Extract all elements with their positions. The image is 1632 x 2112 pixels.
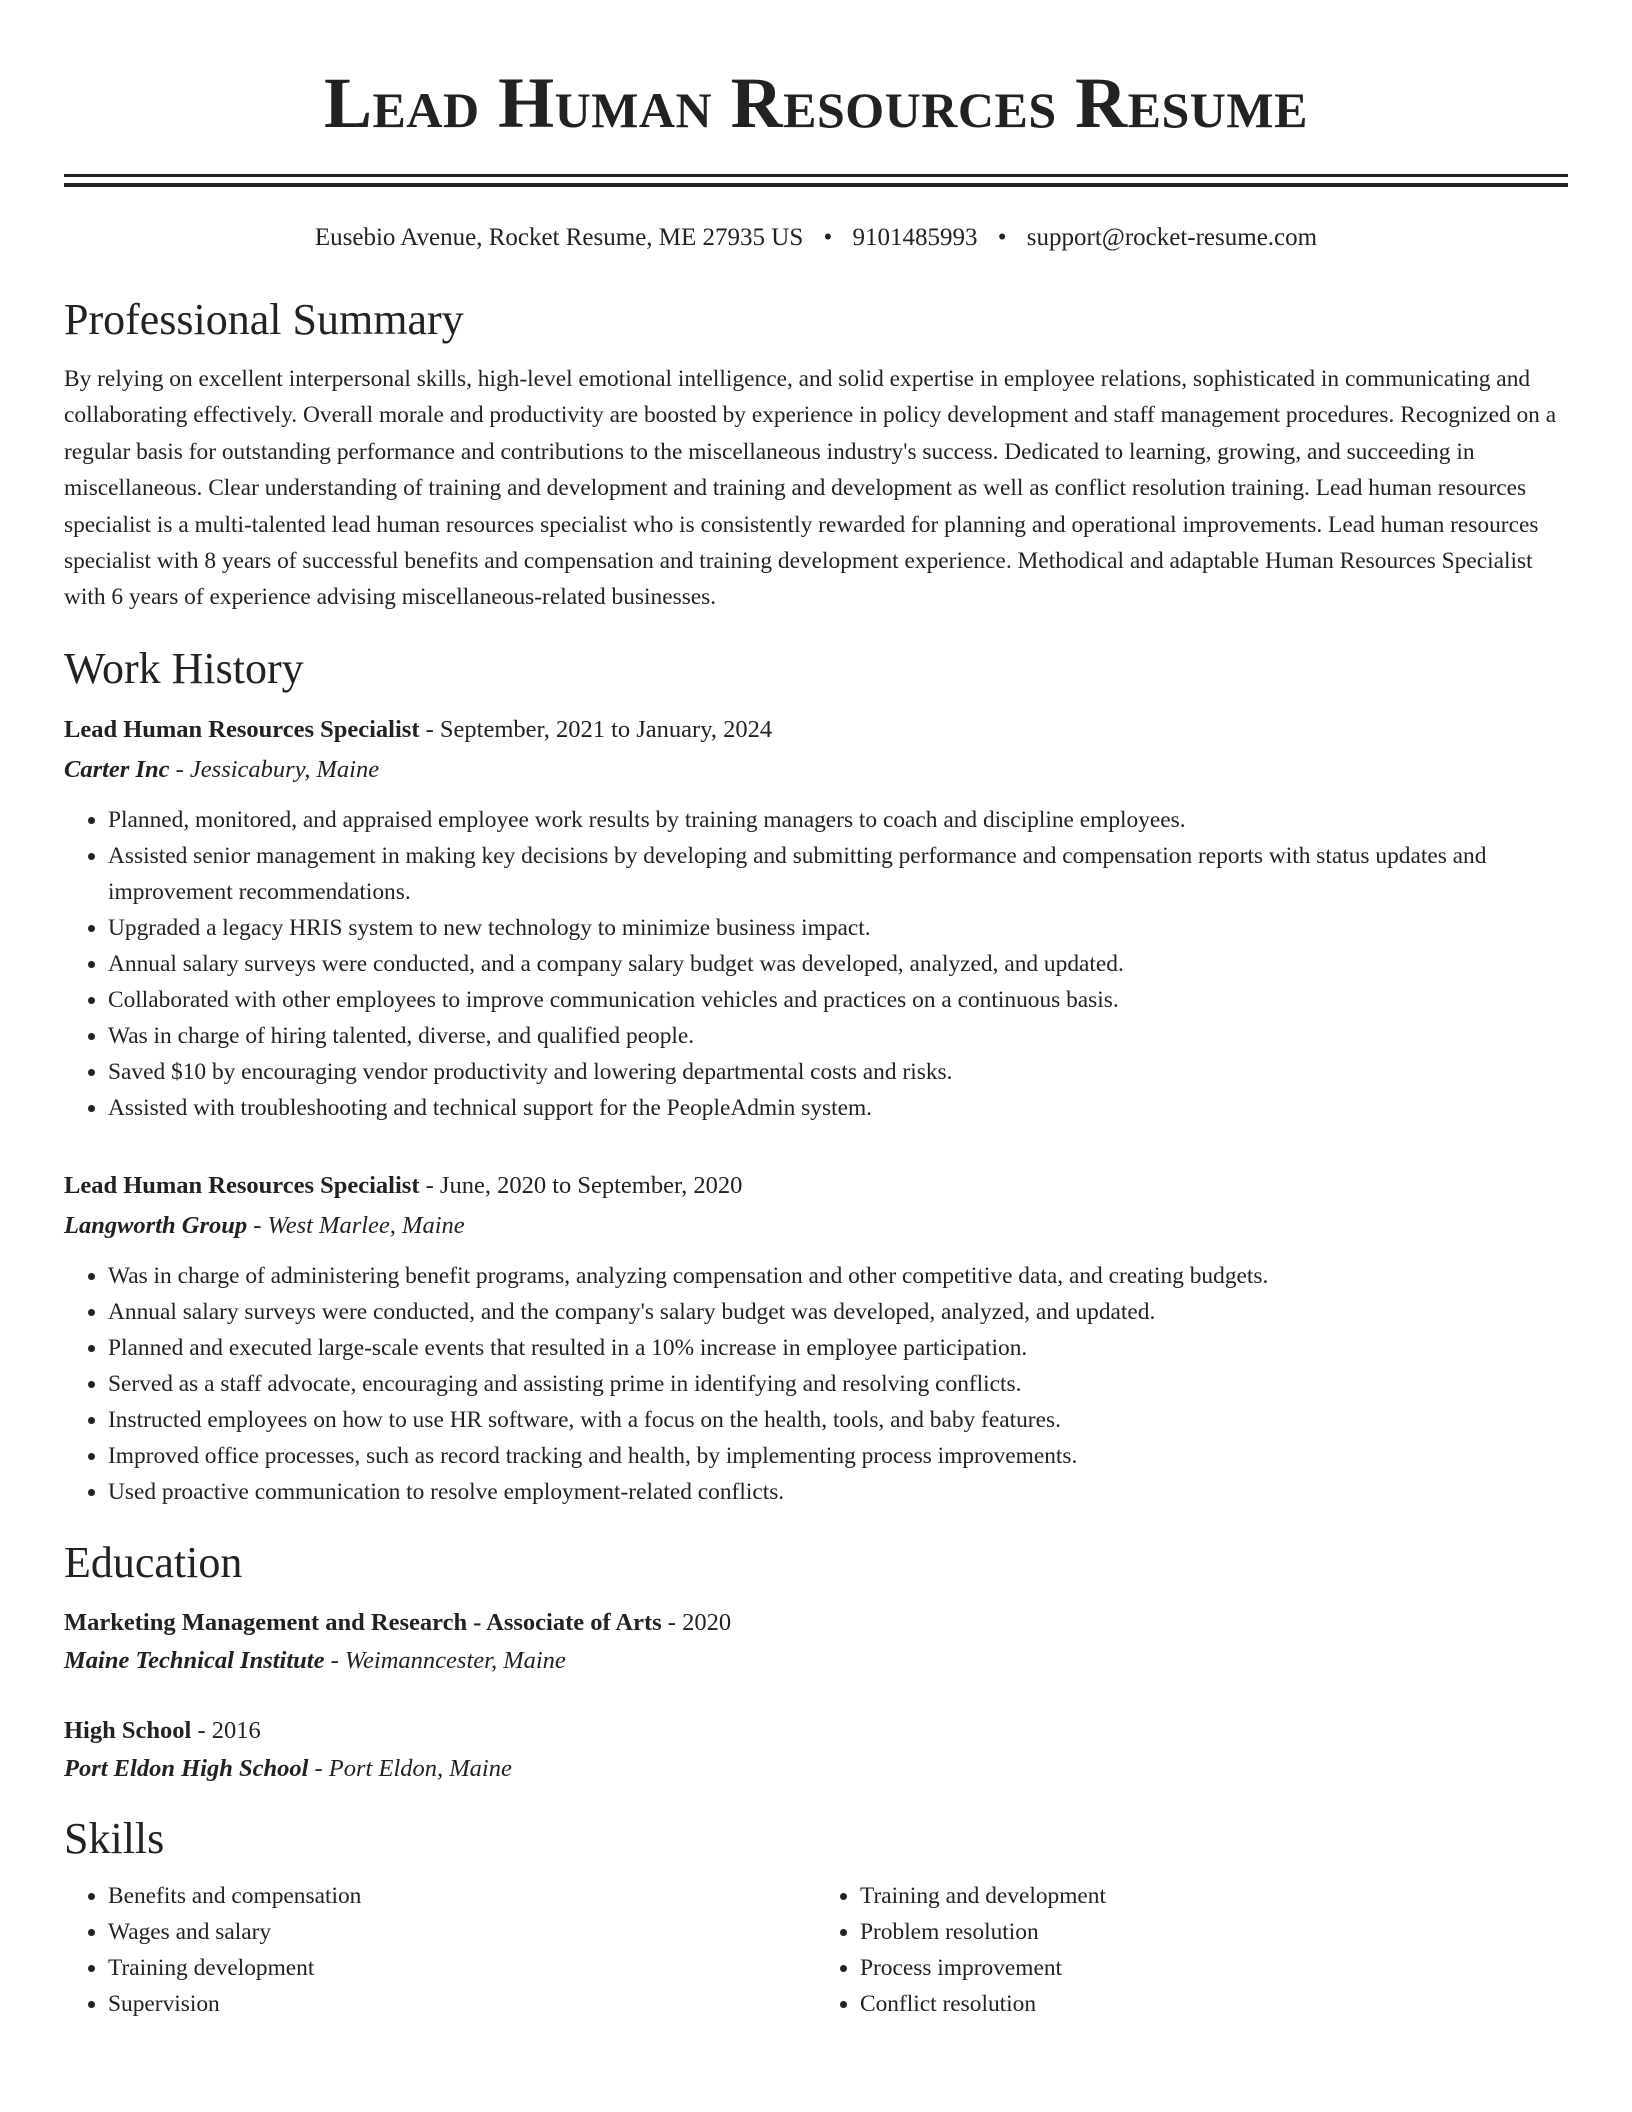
job-bullet: • Improved office processes, such as record tracking and health, by implementing process improvements. (108, 1438, 1568, 1474)
education-degree-line (64, 1712, 1568, 1750)
job-bullet: • Instructed employees on how to use HR software, with a focus on the health, tools, and baby features. (108, 1402, 1568, 1438)
skill-item: • Training development (108, 1950, 816, 1986)
skill-item: • Training and development (860, 1878, 1568, 1914)
job-bullet: • Served as a staff advocate, encouraging and assisting prime in identifying and resolving conflicts. (108, 1366, 1568, 1402)
job-company-line (64, 1206, 1568, 1246)
contact-separator: • (997, 224, 1007, 251)
job-company-line (64, 750, 1568, 790)
skill-item: • Conflict resolution (860, 1986, 1568, 2022)
contact-line (64, 221, 1568, 255)
education-location: - Weimanncester, Maine (324, 1646, 566, 1674)
job-company: Carter Inc (64, 755, 170, 783)
contact-phone: 9101485993 (852, 224, 978, 251)
work-history-heading: Work History (64, 643, 304, 693)
summary-heading: Professional Summary (64, 295, 464, 344)
job-entry (64, 1166, 1568, 1510)
job-title: Lead Human Resources Specialist (64, 1171, 420, 1199)
resume-title: Lead Human Resources Resume (324, 63, 1308, 143)
skill-item: • Wages and salary (108, 1914, 816, 1950)
job-bullet: • Planned and executed large-scale events that resulted in a 10% increase in employee participation. (108, 1330, 1568, 1366)
contact-email: support@rocket-resume.com (1026, 224, 1318, 251)
skill-item: • Benefits and compensation (108, 1878, 816, 1914)
education-year: - 2020 (661, 1608, 732, 1636)
job-bullet: • Saved $10 by encouraging vendor productivity and lowering departmental costs and risks. (108, 1054, 1568, 1090)
education-entry (64, 1712, 1568, 1788)
job-dates: - September, 2021 to January, 2024 (419, 715, 773, 743)
skills-column-right (816, 1878, 1568, 2022)
job-role-line (64, 710, 1568, 750)
job-location: - West Marlee, Maine (247, 1211, 465, 1239)
skills-heading: Skills (64, 1813, 165, 1863)
job-dates: - June, 2020 to September, 2020 (419, 1171, 743, 1199)
summary-text: By relying on excellent interpersonal skills, high-level emotional intelligence, and solid expertise in employee relations, sophisticated in communicating and collaborating effectively. Overall morale and productivity are boosted by experience in policy development and staff management procedures. Recognized on a regular basis for outstanding performance and contributions to the miscellaneous industry's success. Dedicated to learning, growing, and succeeding in miscellaneous. Clear understanding of training and development and training and development as well as conflict resolution training. Lead human resources specialist is a multi-talented lead human resources specialist who is consistently rewarded for planning and operational improvements. Lead human resources specialist with 8 years of successful benefits and compensation and training development experience. Methodical and adaptable Human Resources Specialist with 6 years of experience advising miscellaneous-related businesses. (64, 366, 1557, 611)
education-entry (64, 1604, 1568, 1680)
job-bullet: • Annual salary surveys were conducted, and a company salary budget was developed, analyzed, and updated. (108, 946, 1568, 982)
job-bullet: • Used proactive communication to resolve employment-related conflicts. (108, 1474, 1568, 1510)
education-heading: Education (64, 1537, 243, 1587)
skill-item: • Process improvement (860, 1950, 1568, 1986)
job-bullet: • Upgraded a legacy HRIS system to new technology to minimize business impact. (108, 910, 1568, 946)
job-bullet: • Planned, monitored, and appraised employee work results by training managers to coach and discipline employees. (108, 802, 1568, 838)
skills-column-left (64, 1878, 816, 2022)
education-degree: High School (64, 1716, 192, 1744)
job-bullets (64, 802, 1568, 1126)
job-bullet: • Collaborated with other employees to improve communication vehicles and practices on a continuous basis. (108, 982, 1568, 1018)
job-title: Lead Human Resources Specialist (64, 715, 420, 743)
job-bullets (64, 1258, 1568, 1510)
education-school-line (64, 1642, 1568, 1680)
contact-address: Eusebio Avenue, Rocket Resume, ME 27935 US (314, 224, 804, 251)
job-bullet: • Was in charge of hiring talented, diverse, and qualified people. (108, 1018, 1568, 1054)
job-role-line (64, 1166, 1568, 1206)
education-year: - 2016 (191, 1716, 261, 1744)
divider-line-thin (64, 174, 1568, 177)
job-bullet: • Assisted senior management in making key decisions by developing and submitting performance and compensation reports with status updates and improvement recommendations. (108, 838, 1568, 910)
education-degree-line (64, 1604, 1568, 1642)
contact-separator: • (823, 224, 833, 251)
job-entry (64, 710, 1568, 1126)
education-degree: Marketing Management and Research - Associate of Arts (64, 1608, 662, 1636)
education-location: - Port Eldon, Maine (308, 1754, 512, 1782)
divider-line-thick (64, 183, 1568, 187)
job-company: Langworth Group (64, 1211, 248, 1239)
skills-list (64, 1878, 1568, 2022)
skill-item: • Problem resolution (860, 1914, 1568, 1950)
job-location: - Jessicabury, Maine (169, 755, 380, 783)
job-bullet: • Was in charge of administering benefit programs, analyzing compensation and other competitive data, and creating budgets. (108, 1258, 1568, 1294)
job-bullet: • Assisted with troubleshooting and technical support for the PeopleAdmin system. (108, 1090, 1568, 1126)
title-divider (64, 174, 1568, 187)
education-school-line (64, 1750, 1568, 1788)
skill-item: • Supervision (108, 1986, 816, 2022)
education-school: Maine Technical Institute (64, 1646, 325, 1674)
job-bullet: • Annual salary surveys were conducted, and the company's salary budget was developed, analyzed, and updated. (108, 1294, 1568, 1330)
education-school: Port Eldon High School (64, 1754, 309, 1782)
